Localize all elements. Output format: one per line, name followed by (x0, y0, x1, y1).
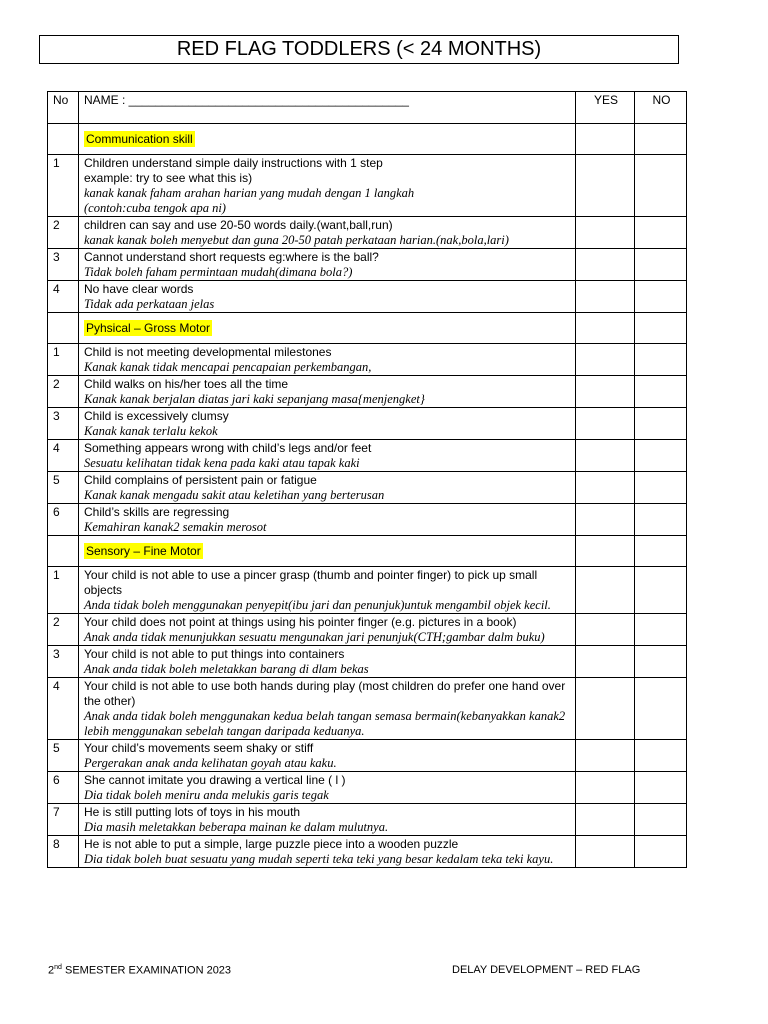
item-text (79, 772, 576, 804)
section-header-row (48, 536, 687, 567)
item-number: 3 (48, 646, 79, 678)
item-english: Children understand simple daily instructions with 1 step example: try to see what this is) (84, 156, 383, 185)
item-malay: Anda tidak boleh menggunakan penyepit(ibu jari dan penunjuk)untuk mengambil objek kecil. (84, 598, 551, 612)
item-number: 6 (48, 772, 79, 804)
no-checkbox-cell[interactable] (635, 217, 687, 249)
item-malay: Dia tidak boleh buat sesuatu yang mudah seperti teka teki yang besar kedalam teka teki kayu. (84, 852, 554, 866)
item-number: 3 (48, 249, 79, 281)
item-english: He is not able to put a simple, large puzzle piece into a wooden puzzle (84, 837, 459, 851)
item-number: 8 (48, 836, 79, 868)
yes-checkbox-cell[interactable] (576, 836, 635, 868)
checklist-row (48, 376, 687, 408)
item-english: Something appears wrong with child’s legs and/or feet (84, 441, 372, 455)
item-number: 2 (48, 614, 79, 646)
item-text (79, 567, 576, 614)
yes-checkbox-cell[interactable] (576, 281, 635, 313)
no-checkbox-cell[interactable] (635, 155, 687, 217)
item-text (79, 217, 576, 249)
section-no-cell (48, 536, 79, 567)
no-checkbox-cell[interactable] (635, 408, 687, 440)
item-malay: Sesuatu kelihatan tidak kena pada kaki atau tapak kaki (84, 456, 360, 470)
checklist-row (48, 614, 687, 646)
checklist-row (48, 740, 687, 772)
header-no: No (48, 92, 79, 124)
item-malay: Anak anda tidak boleh meletakkan barang di dlam bekas (84, 662, 369, 676)
item-english: She cannot imitate you drawing a vertical line ( l ) (84, 773, 346, 787)
section-header-row (48, 124, 687, 155)
checklist-row (48, 217, 687, 249)
no-checkbox-cell[interactable] (635, 836, 687, 868)
item-number: 1 (48, 155, 79, 217)
item-english: Your child is not able to use a pincer grasp (thumb and pointer finger) to pick up small objects (84, 568, 538, 597)
section-yes-cell (576, 313, 635, 344)
red-flag-checklist-table (47, 91, 687, 868)
item-text (79, 804, 576, 836)
yes-checkbox-cell[interactable] (576, 567, 635, 614)
item-number: 7 (48, 804, 79, 836)
section-title-cell (79, 313, 576, 344)
section-title: Pyhsical – Gross Motor (86, 321, 211, 335)
yes-checkbox-cell[interactable] (576, 376, 635, 408)
name-field[interactable]: __________________________________________ (128, 93, 409, 107)
section-header-row (48, 313, 687, 344)
no-checkbox-cell[interactable] (635, 740, 687, 772)
item-number: 4 (48, 440, 79, 472)
checklist-row (48, 408, 687, 440)
checklist-row (48, 772, 687, 804)
no-checkbox-cell[interactable] (635, 646, 687, 678)
checklist-row (48, 440, 687, 472)
item-text (79, 646, 576, 678)
item-english: Your child’s movements seem shaky or stiff (84, 741, 314, 755)
item-text (79, 740, 576, 772)
checklist-row (48, 836, 687, 868)
yes-checkbox-cell[interactable] (576, 646, 635, 678)
section-title-cell (79, 124, 576, 155)
section-title: Communication skill (86, 132, 193, 146)
item-malay: Kanak kanak berjalan diatas jari kaki sepanjang masa{menjengket} (84, 392, 425, 406)
section-no-cell (635, 313, 687, 344)
yes-checkbox-cell[interactable] (576, 440, 635, 472)
item-number: 4 (48, 678, 79, 740)
yes-checkbox-cell[interactable] (576, 614, 635, 646)
item-number: 1 (48, 567, 79, 614)
checklist-row (48, 504, 687, 536)
footer-title: DELAY DEVELOPMENT – RED FLAG (452, 964, 641, 976)
yes-checkbox-cell[interactable] (576, 217, 635, 249)
item-text (79, 376, 576, 408)
item-english: No have clear words (84, 282, 194, 296)
item-text (79, 472, 576, 504)
checklist-row (48, 249, 687, 281)
yes-checkbox-cell[interactable] (576, 772, 635, 804)
no-checkbox-cell[interactable] (635, 281, 687, 313)
checklist-row (48, 472, 687, 504)
item-english: Cannot understand short requests eg:where is the ball? (84, 250, 379, 264)
item-text (79, 440, 576, 472)
item-number: 5 (48, 740, 79, 772)
item-text (79, 344, 576, 376)
item-malay: Pergerakan anak anda kelihatan goyah atau kaku. (84, 756, 337, 770)
item-text (79, 155, 576, 217)
yes-checkbox-cell[interactable] (576, 344, 635, 376)
no-checkbox-cell[interactable] (635, 440, 687, 472)
section-no-cell (635, 536, 687, 567)
item-malay: Anak anda tidak menunjukkan sesuatu mengunakan jari penunjuk(CTH;gambar dalm buku) (84, 630, 545, 644)
header-no-col: NO (635, 92, 687, 124)
item-number: 6 (48, 504, 79, 536)
yes-checkbox-cell[interactable] (576, 155, 635, 217)
checklist-row (48, 155, 687, 217)
yes-checkbox-cell[interactable] (576, 472, 635, 504)
item-text (79, 408, 576, 440)
item-malay: Kanak kanak mengadu sakit atau keletihan yang berterusan (84, 488, 385, 502)
no-checkbox-cell[interactable] (635, 614, 687, 646)
item-malay: Kanak kanak tidak mencapai pencapaian perkembangan, (84, 360, 372, 374)
item-malay: kanak kanak boleh menyebut dan guna 20-50 patah perkataan harian.(nak,bola,lari) (84, 233, 509, 247)
item-english: Child’s skills are regressing (84, 505, 230, 519)
item-number: 1 (48, 344, 79, 376)
header-row (48, 92, 687, 124)
item-text (79, 614, 576, 646)
yes-checkbox-cell[interactable] (576, 504, 635, 536)
item-english: Child is not meeting developmental milestones (84, 345, 332, 359)
item-english: Your child is not able to put things into containers (84, 647, 345, 661)
item-malay: Anak anda tidak boleh menggunakan kedua belah tangan semasa bermain(kebanyakkan kanak2 lebih menggunakan sebelah tangan daripada keduanya. (84, 709, 566, 738)
item-english: Your child is not able to use both hands during play (most children do prefer one hand over the other) (84, 679, 566, 708)
yes-checkbox-cell[interactable] (576, 804, 635, 836)
no-checkbox-cell[interactable] (635, 249, 687, 281)
footer-semester: 2nd SEMESTER EXAMINATION 2023 (48, 964, 232, 977)
name-label: NAME : (84, 93, 129, 107)
checklist-row (48, 281, 687, 313)
no-checkbox-cell[interactable] (635, 567, 687, 614)
header-yes: YES (576, 92, 635, 124)
item-malay: Tidak boleh faham permintaan mudah(dimana bola?) (84, 265, 353, 279)
item-malay: Kemahiran kanak2 semakin merosot (84, 520, 267, 534)
item-text (79, 249, 576, 281)
yes-checkbox-cell[interactable] (576, 408, 635, 440)
item-number: 2 (48, 376, 79, 408)
item-number: 4 (48, 281, 79, 313)
item-english: children can say and use 20-50 words daily.(want,ball,run) (84, 218, 393, 232)
checklist-row (48, 344, 687, 376)
item-text (79, 678, 576, 740)
no-checkbox-cell[interactable] (635, 804, 687, 836)
section-no-cell (48, 124, 79, 155)
item-malay: Kanak kanak terlalu kekok (84, 424, 218, 438)
item-english: Child complains of persistent pain or fatigue (84, 473, 317, 487)
checklist-row (48, 678, 687, 740)
section-yes-cell (576, 124, 635, 155)
item-malay: Dia tidak boleh meniru anda melukis garis tegak (84, 788, 329, 802)
item-malay: kanak kanak faham arahan harian yang mudah dengan 1 langkah (contoh:cuba tengok apa ni) (84, 186, 415, 215)
item-text (79, 836, 576, 868)
item-english: Your child does not point at things using his pointer finger (e.g. pictures in a book) (84, 615, 517, 629)
item-malay: Dia masih meletakkan beberapa mainan ke dalam mulutnya. (84, 820, 389, 834)
yes-checkbox-cell[interactable] (576, 740, 635, 772)
section-title-cell (79, 536, 576, 567)
no-checkbox-cell[interactable] (635, 678, 687, 740)
no-checkbox-cell[interactable] (635, 772, 687, 804)
no-checkbox-cell[interactable] (635, 504, 687, 536)
checklist-row (48, 646, 687, 678)
item-english: Child walks on his/her toes all the time (84, 377, 289, 391)
no-checkbox-cell[interactable] (635, 376, 687, 408)
no-checkbox-cell[interactable] (635, 472, 687, 504)
yes-checkbox-cell[interactable] (576, 249, 635, 281)
yes-checkbox-cell[interactable] (576, 678, 635, 740)
section-no-cell (48, 313, 79, 344)
checklist-row (48, 804, 687, 836)
page-title: RED FLAG TODDLERS (< 24 MONTHS) (39, 35, 679, 64)
item-english: He is still putting lots of toys in his mouth (84, 805, 301, 819)
item-text (79, 281, 576, 313)
section-yes-cell (576, 536, 635, 567)
item-english: Child is excessively clumsy (84, 409, 229, 423)
section-no-cell (635, 124, 687, 155)
item-number: 3 (48, 408, 79, 440)
checklist-row (48, 567, 687, 614)
no-checkbox-cell[interactable] (635, 344, 687, 376)
item-text (79, 504, 576, 536)
item-malay: Tidak ada perkataan jelas (84, 297, 215, 311)
header-name (79, 92, 576, 124)
section-title: Sensory – Fine Motor (86, 544, 201, 558)
item-number: 2 (48, 217, 79, 249)
item-number: 5 (48, 472, 79, 504)
